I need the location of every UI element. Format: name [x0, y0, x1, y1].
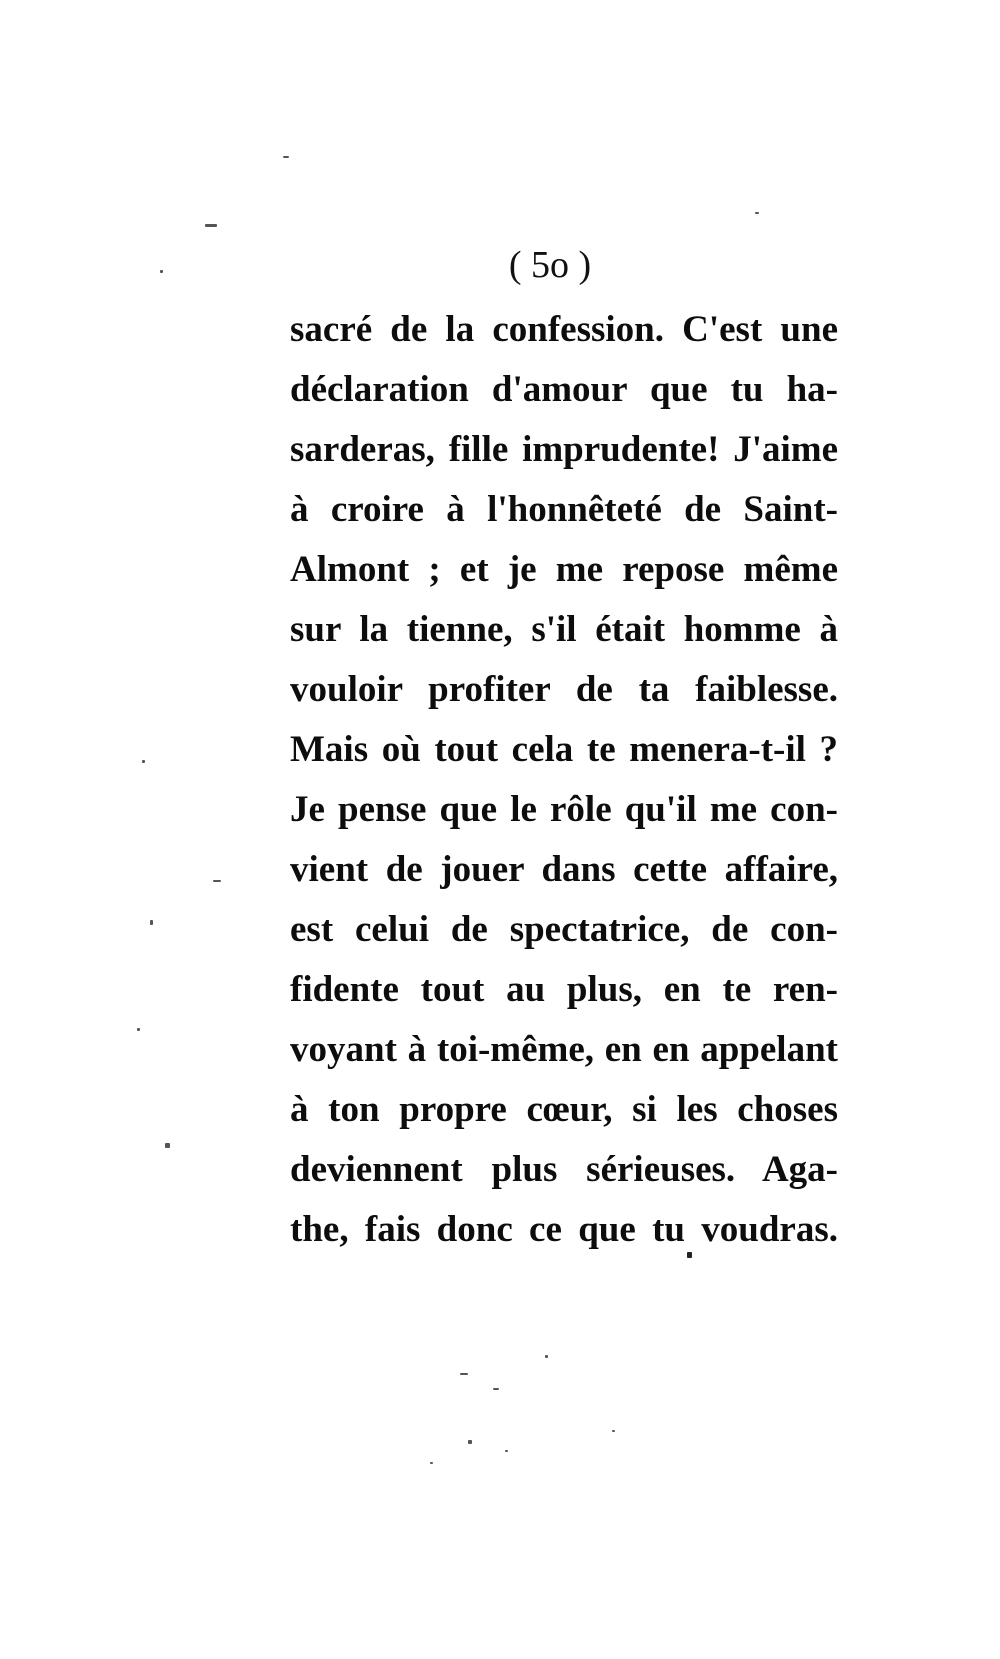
scan-speck — [160, 270, 163, 273]
text-line: à croire à l'honnêteté de Saint- — [290, 489, 838, 530]
scan-speck — [205, 224, 217, 227]
text-line: est celui de spectatrice, de con- — [290, 909, 838, 950]
scan-speck — [460, 1373, 468, 1375]
text-line: Je pense que le rôle qu'il me con- — [290, 789, 838, 830]
scan-speck — [213, 880, 221, 882]
page-number: ( 5o ) — [508, 244, 592, 286]
text-line: vient de jouer dans cette affaire, — [290, 849, 838, 890]
scan-speck — [505, 1450, 508, 1452]
scan-speck — [142, 760, 145, 763]
scan-speck — [687, 1252, 692, 1258]
scan-speck — [493, 1388, 499, 1390]
scan-speck — [545, 1355, 548, 1358]
text-line: sarderas, fille imprudente! J'aime — [290, 429, 838, 470]
text-line: the, fais donc ce que tu voudras. — [290, 1209, 838, 1250]
scan-speck — [283, 156, 289, 158]
scan-speck — [612, 1430, 615, 1432]
text-line: Almont ; et je me repose même — [290, 549, 838, 590]
text-line: à ton propre cœur, si les choses — [290, 1089, 838, 1130]
text-line: voyant à toi-même, en en appelant — [290, 1029, 838, 1070]
scan-speck — [430, 1462, 433, 1464]
text-line: sur la tienne, s'il était homme à — [290, 609, 838, 650]
text-line: sacré de la confession. C'est une — [290, 309, 838, 350]
text-line: deviennent plus sérieuses. Aga- — [290, 1149, 838, 1190]
scan-speck — [137, 1028, 140, 1031]
scan-speck — [755, 212, 759, 214]
text-line: Mais où tout cela te menera-t-il ? — [290, 729, 838, 770]
scan-speck — [150, 920, 153, 925]
scan-speck — [165, 1143, 170, 1148]
scan-speck — [468, 1440, 472, 1444]
text-line: fidente tout au plus, en te ren- — [290, 969, 838, 1010]
text-line: déclaration d'amour que tu ha- — [290, 369, 838, 410]
body-text — [290, 300, 838, 1260]
text-line: vouloir profiter de ta faiblesse. — [290, 669, 838, 710]
